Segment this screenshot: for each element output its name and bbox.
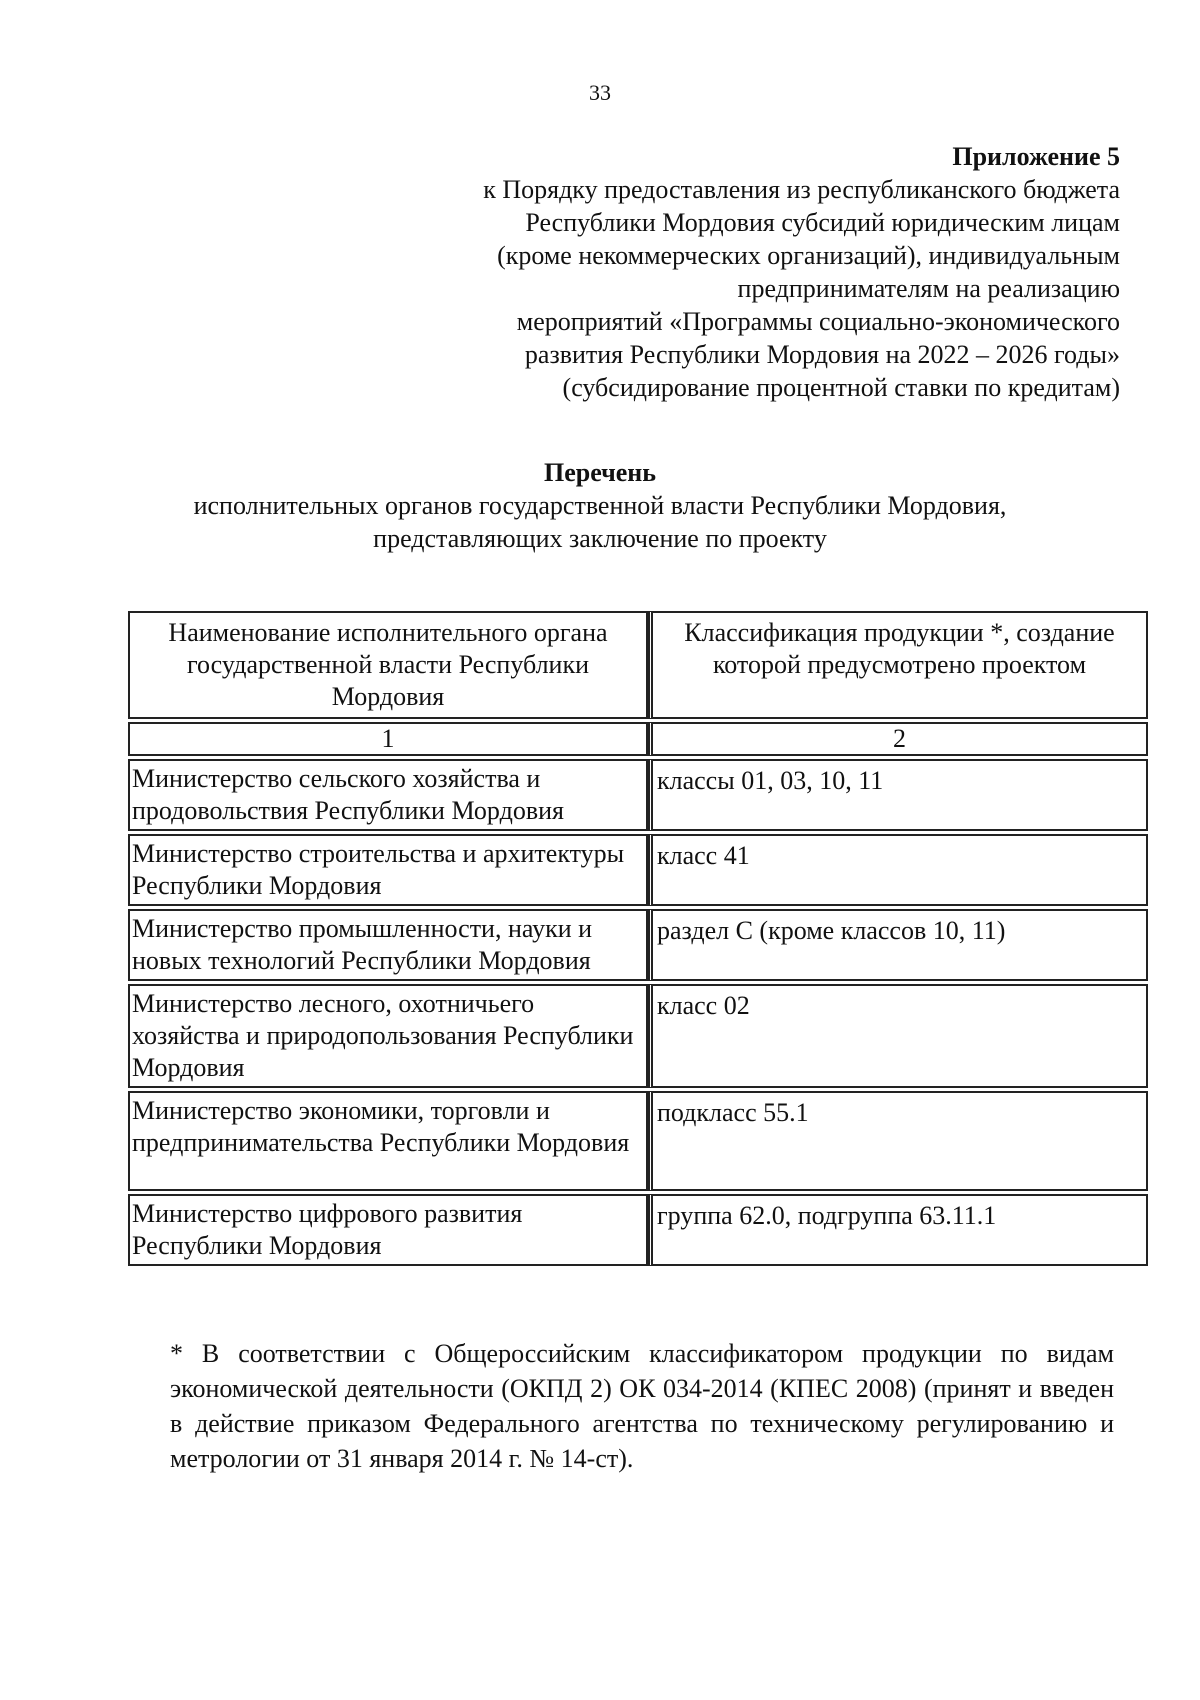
table-row — [128, 1091, 1148, 1191]
column-number-cell: 1 — [128, 722, 648, 756]
list-title: Перечень — [543, 458, 657, 487]
table-row — [128, 759, 1148, 831]
table-row — [128, 909, 1148, 981]
list-subtitle-line: исполнительных органов государственной власти Республики Мордовия, — [193, 491, 1007, 520]
organ-cell: Министерство цифрового развития Республики Мордовия — [128, 1194, 648, 1266]
appendix-line: Республики Мордовия субсидий юридическим лицам — [525, 208, 1120, 237]
table-header-row — [128, 611, 1148, 719]
appendix-block — [360, 140, 1120, 404]
classification-cell: класс 02 — [648, 984, 1148, 1088]
organ-cell: Министерство экономики, торговли и предпринимательства Республики Мордовия — [128, 1091, 648, 1191]
page-number: 33 — [589, 80, 611, 105]
footnote: * В соответствии с Общероссийским классификатором продукции по видам экономической деятельности (ОКПД 2) ОК 034-2014 (КПЕС 2008) (принят и введен в действие приказом Федерального агентства по техническому регулированию и метрологии от 31 января 2014 г. № 14-ст). — [170, 1339, 1114, 1473]
organs-table-container — [128, 608, 1148, 1269]
appendix-line: (субсидирование процентной ставки по кредитам) — [562, 373, 1120, 402]
organs-table — [128, 608, 1148, 1269]
classification-cell: классы 01, 03, 10, 11 — [648, 759, 1148, 831]
table-column-number-row — [128, 722, 1148, 756]
list-subtitle-line: представляющих заключение по проекту — [373, 524, 827, 553]
appendix-line: предпринимателям на реализацию — [737, 274, 1120, 303]
column-number-cell: 2 — [648, 722, 1148, 756]
appendix-line: (кроме некоммерческих организаций), индивидуальным — [497, 241, 1120, 270]
appendix-line: развития Республики Мордовия на 2022 – 2026 годы» — [524, 340, 1120, 369]
appendix-title: Приложение 5 — [952, 142, 1120, 171]
organ-cell: Министерство промышленности, науки и новых технологий Республики Мордовия — [128, 909, 648, 981]
classification-cell: подкласс 55.1 — [648, 1091, 1148, 1191]
classification-cell: класс 41 — [648, 834, 1148, 906]
list-heading — [60, 456, 1140, 555]
header-cell-classification: Классификация продукции *, создание которой предусмотрено проектом — [648, 611, 1148, 719]
table-row — [128, 984, 1148, 1088]
header-cell-organ: Наименование исполнительного органа государственной власти Республики Мордовия — [128, 611, 648, 719]
table-row — [128, 834, 1148, 906]
classification-cell: группа 62.0, подгруппа 63.11.1 — [648, 1194, 1148, 1266]
organ-cell: Министерство сельского хозяйства и продовольствия Республики Мордовия — [128, 759, 648, 831]
appendix-line: мероприятий «Программы социально-экономического — [516, 307, 1120, 336]
table-row — [128, 1194, 1148, 1266]
organ-cell: Министерство лесного, охотничьего хозяйства и природопользования Республики Мордовия — [128, 984, 648, 1088]
classification-cell: раздел С (кроме классов 10, 11) — [648, 909, 1148, 981]
organ-cell: Министерство строительства и архитектуры Республики Мордовия — [128, 834, 648, 906]
appendix-line: к Порядку предоставления из республиканского бюджета — [483, 175, 1120, 204]
